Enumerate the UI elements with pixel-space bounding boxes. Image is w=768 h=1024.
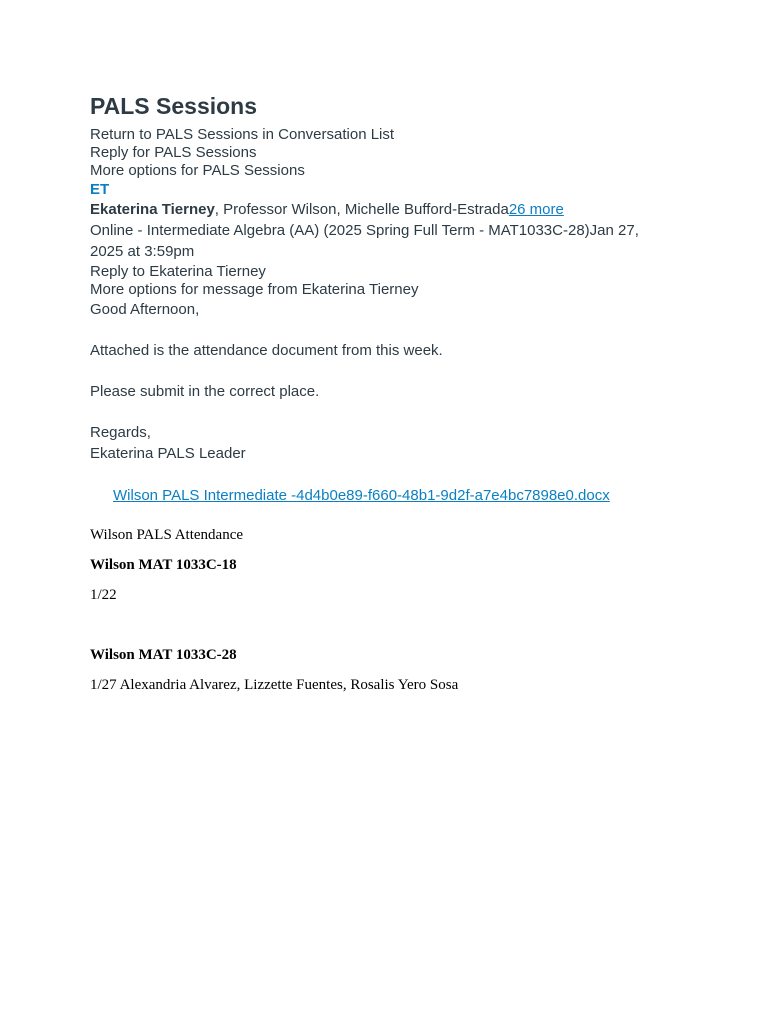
- message-body: [90, 299, 670, 464]
- message-signature: Ekaterina PALS Leader: [90, 445, 246, 462]
- attachment: [113, 486, 670, 506]
- document-section-title: Wilson MAT 1033C-18: [90, 557, 237, 573]
- avatar[interactable]: ET: [90, 181, 110, 198]
- message-greeting: Good Afternoon,: [90, 301, 200, 318]
- other-participants: , Professor Wilson, Michelle Bufford-Estrada: [214, 201, 509, 218]
- document-heading: Wilson PALS Attendance: [90, 527, 244, 543]
- more-options-conversation-button[interactable]: More options for PALS Sessions: [90, 162, 305, 179]
- message-context-and-date: Online - Intermediate Algebra (AA) (2025 Spring Full Term - MAT1033C-28)Jan 27, 2025 at 3:59pm: [90, 222, 639, 260]
- attachment-link[interactable]: Wilson PALS Intermediate -4d4b0e89-f660-48b1-9d2f-a7e4bc7898e0.docx: [113, 487, 610, 504]
- reply-to-message-button[interactable]: Reply to Ekaterina Tierney: [90, 263, 266, 280]
- participants-line: [90, 200, 670, 220]
- more-participants-link[interactable]: 26 more: [508, 201, 564, 218]
- message-closing: Regards,: [90, 424, 151, 441]
- document-section-title: Wilson MAT 1033C-28: [90, 647, 237, 663]
- sender-name: Ekaterina Tierney: [90, 201, 215, 218]
- more-options-message-button[interactable]: More options for message from Ekaterina Tierney: [90, 281, 419, 298]
- document-preview: [90, 526, 670, 694]
- document-entry: 1/27 Alexandria Alvarez, Lizzette Fuentes, Rosalis Yero Sosa: [90, 677, 459, 693]
- message-line: Please submit in the correct place.: [90, 383, 320, 400]
- return-to-conversation-list-button[interactable]: Return to PALS Sessions in Conversation List: [90, 126, 395, 143]
- message-line: Attached is the attendance document from this week.: [90, 342, 443, 359]
- document-entry: 1/22: [90, 587, 117, 603]
- conversation-view: [90, 92, 670, 706]
- reply-conversation-button[interactable]: Reply for PALS Sessions: [90, 144, 257, 161]
- page-title: PALS Sessions: [90, 93, 258, 119]
